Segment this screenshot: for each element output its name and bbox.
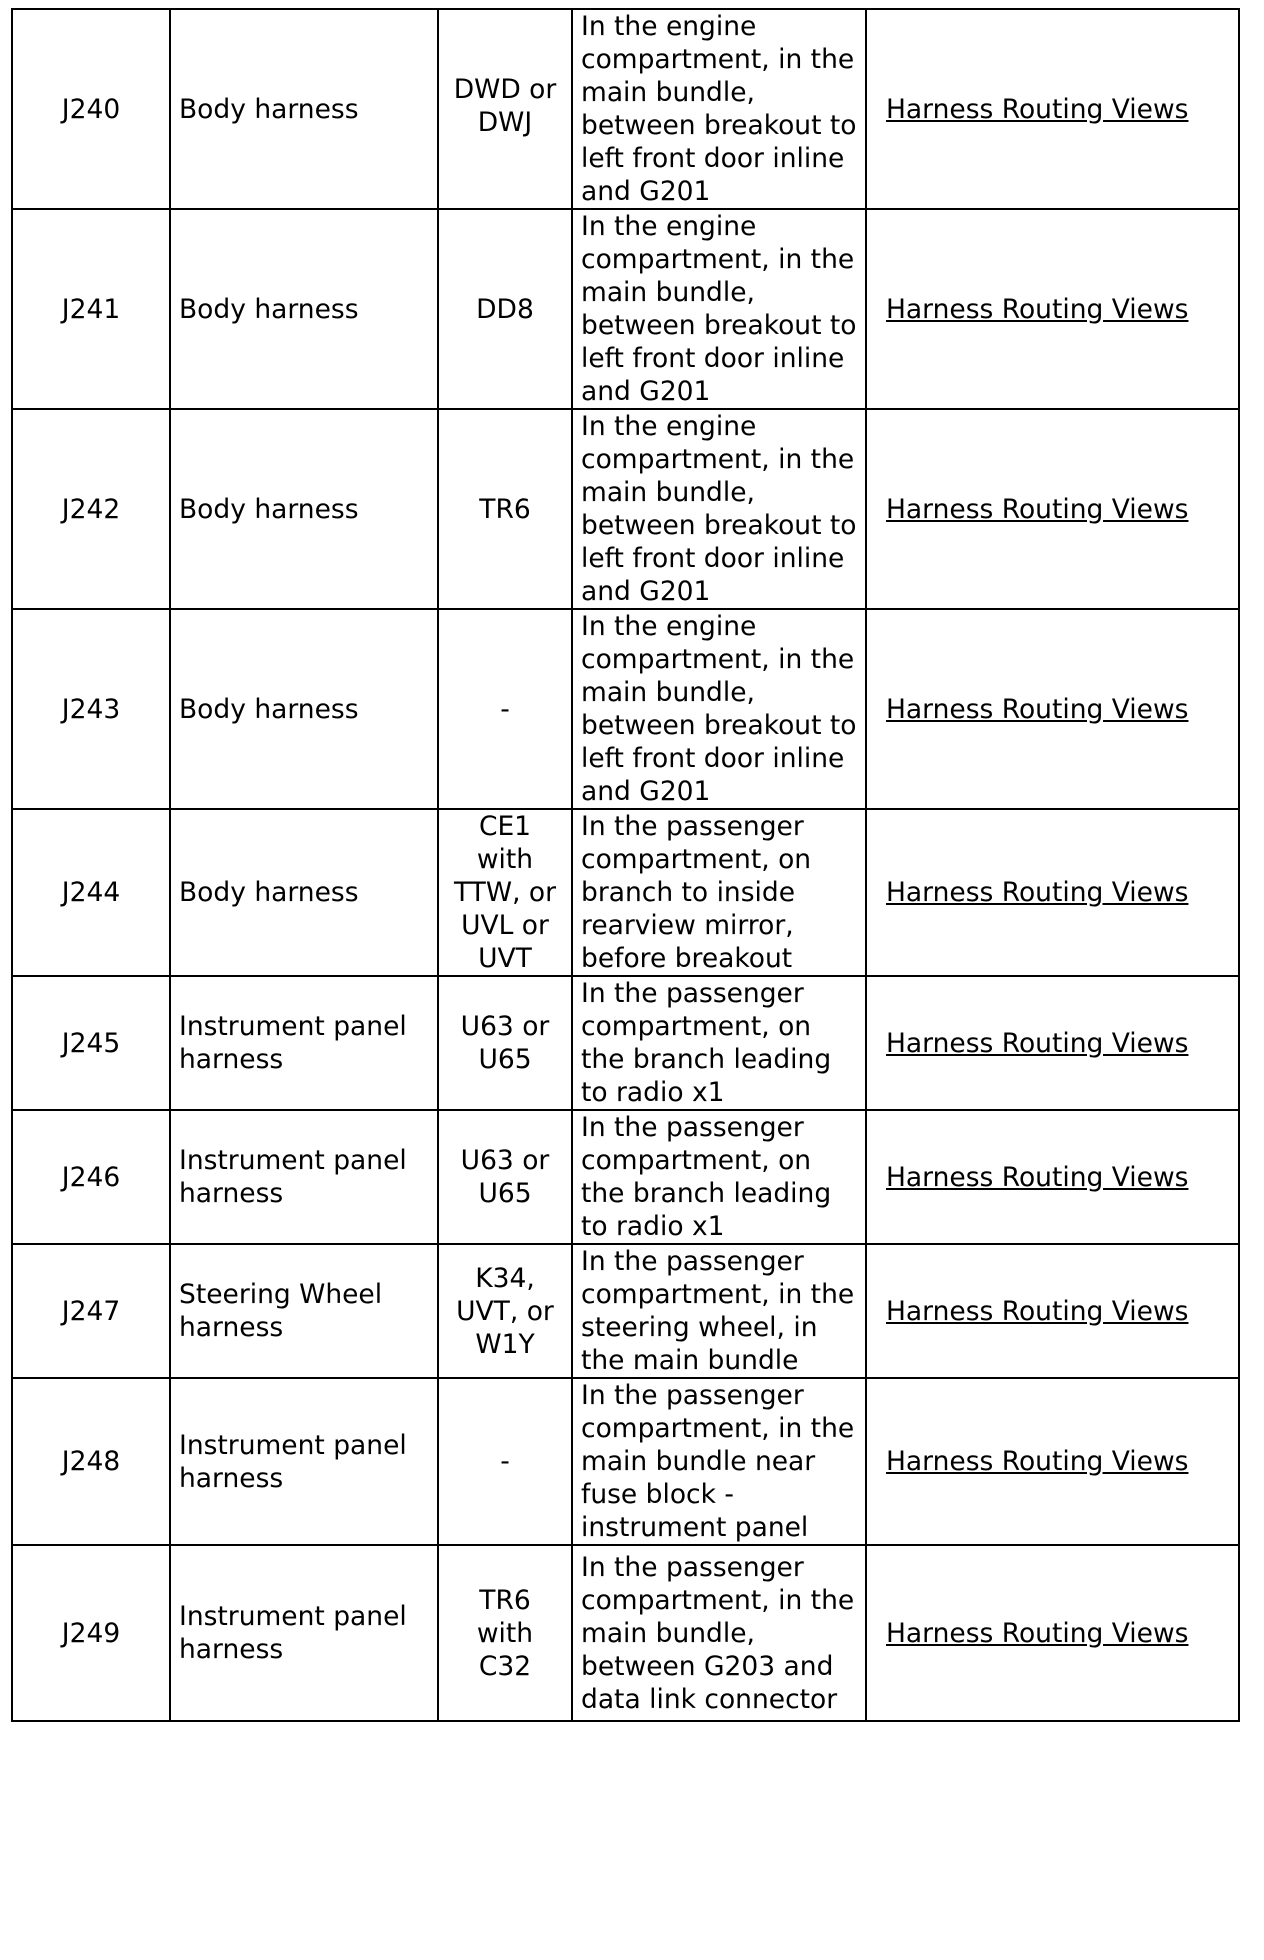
splice-id: J245	[12, 976, 170, 1110]
harness-routing-views-link[interactable]: Harness Routing Views	[886, 877, 1189, 908]
splice-location-table	[11, 8, 1240, 1722]
harness-routing-views-link[interactable]: Harness Routing Views	[886, 1027, 1189, 1059]
harness-routing-views-link[interactable]: Harness Routing Views	[886, 93, 1189, 125]
option-code: DWD or DWJ	[438, 9, 572, 209]
splice-id: J249	[12, 1545, 170, 1721]
harness-routing-views-link[interactable]: Harness Routing Views	[886, 1446, 1189, 1477]
splice-id: J243	[12, 609, 170, 809]
option-code: U63 or U65	[438, 1110, 572, 1244]
harness-name: Instrument panel harness	[170, 1378, 438, 1545]
table-row	[12, 209, 1239, 409]
splice-id: J242	[12, 409, 170, 609]
harness-name: Body harness	[170, 609, 438, 809]
option-code: K34, UVT, or W1Y	[438, 1244, 572, 1378]
harness-routing-views-link[interactable]: Harness Routing Views	[886, 1617, 1189, 1649]
harness-name: Body harness	[170, 209, 438, 409]
splice-id: J240	[12, 9, 170, 209]
splice-id: J247	[12, 1244, 170, 1378]
location-text: In the passenger compartment, on the branch leading to radio x1	[572, 976, 866, 1110]
harness-routing-views-link[interactable]: Harness Routing Views	[886, 493, 1189, 525]
table-row	[12, 809, 1239, 976]
harness-name: Body harness	[170, 809, 438, 976]
harness-name: Instrument panel harness	[170, 976, 438, 1110]
location-text: In the passenger compartment, on the branch leading to radio x1	[572, 1110, 866, 1244]
harness-routing-views-link[interactable]: Harness Routing Views	[886, 1161, 1189, 1193]
option-code: CE1 with TTW, or UVL or UVT	[438, 809, 572, 976]
location-text: In the engine compartment, in the main bundle, between breakout to left front door inline and G201	[572, 609, 866, 809]
table-row	[12, 609, 1239, 809]
location-text: In the engine compartment, in the main bundle, between breakout to left front door inline and G201	[572, 9, 866, 209]
harness-routing-views-link[interactable]: Harness Routing Views	[886, 693, 1189, 725]
splice-id: J244	[12, 809, 170, 976]
harness-name: Instrument panel harness	[170, 1110, 438, 1244]
location-text: In the engine compartment, in the main bundle, between breakout to left front door inline and G201	[572, 409, 866, 609]
option-code: U63 or U65	[438, 976, 572, 1110]
harness-name: Body harness	[170, 409, 438, 609]
option-code: -	[438, 1378, 572, 1545]
location-text: In the engine compartment, in the main bundle, between breakout to left front door inline and G201	[572, 209, 866, 409]
location-text: In the passenger compartment, in the main bundle, between G203 and data link connector	[572, 1545, 866, 1721]
table-row	[12, 976, 1239, 1110]
table-row	[12, 9, 1239, 209]
harness-name: Instrument panel harness	[170, 1545, 438, 1721]
table-row	[12, 1110, 1239, 1244]
location-text: In the passenger compartment, in the steering wheel, in the main bundle	[572, 1244, 866, 1378]
splice-id: J246	[12, 1110, 170, 1244]
option-code: -	[438, 609, 572, 809]
location-text: In the passenger compartment, on branch to inside rearview mirror, before breakout	[572, 809, 866, 976]
splice-id: J241	[12, 209, 170, 409]
option-code: TR6 with C32	[438, 1545, 572, 1721]
table-row	[12, 1545, 1239, 1721]
harness-routing-views-link[interactable]: Harness Routing Views	[886, 1295, 1189, 1327]
table-row	[12, 1378, 1239, 1545]
harness-routing-views-link[interactable]: Harness Routing Views	[886, 293, 1189, 325]
splice-id: J248	[12, 1378, 170, 1545]
location-text: In the passenger compartment, in the main bundle near fuse block - instrument panel	[572, 1378, 866, 1545]
table-row	[12, 409, 1239, 609]
harness-name: Body harness	[170, 9, 438, 209]
harness-name: Steering Wheel harness	[170, 1244, 438, 1378]
table-row	[12, 1244, 1239, 1378]
option-code: DD8	[438, 209, 572, 409]
option-code: TR6	[438, 409, 572, 609]
